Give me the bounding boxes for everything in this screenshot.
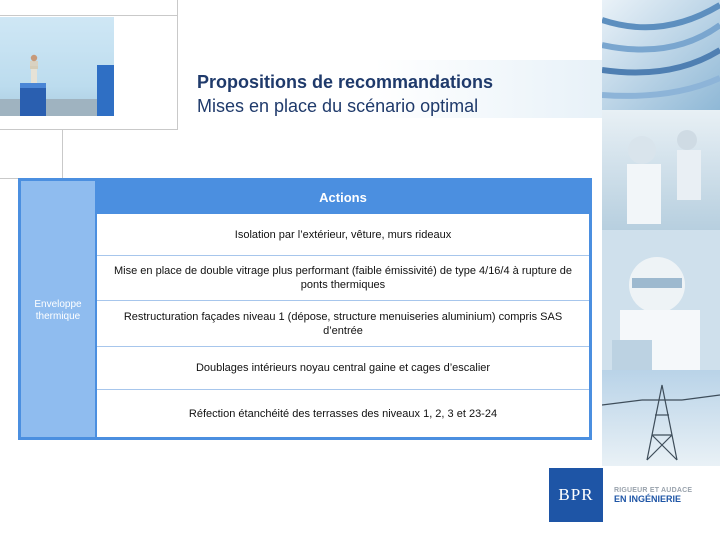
logo-tagline-top: RIGUEUR ET AUDACE <box>614 487 693 494</box>
actions-table <box>18 178 592 440</box>
row-label-cell <box>21 181 97 437</box>
frame-line-right <box>177 0 178 130</box>
row-label: Enveloppe thermique <box>34 299 82 322</box>
table-row: Isolation par l’extérieur, vêture, murs rideaux <box>97 214 589 256</box>
table-row: Réfection étanchéité des terrasses des niveaux 1, 2, 3 et 23-24 <box>188 407 498 420</box>
page-subtitle: Mises en place du scénario optimal <box>197 96 479 116</box>
bpr-logo: BPR <box>549 468 603 522</box>
frame-line-top <box>0 15 178 16</box>
table-row: Restructuration façades niveau 1 (dépose, structure menuiseries aluminium) compris SAS d’entrée <box>97 301 589 347</box>
frame-line-bottom <box>0 178 18 179</box>
page-title: Propositions de recommandations <box>197 72 494 92</box>
frame-line-mid <box>0 129 178 130</box>
logo-tagline-bottom: EN INGÉNIERIE <box>614 494 682 504</box>
man-on-cube-photo <box>0 17 114 116</box>
table-row: Doublages intérieurs noyau central gaine et cages d’escalier <box>97 347 589 390</box>
column-header: Actions <box>97 181 589 214</box>
frame-line-left <box>62 130 63 178</box>
table-row: Mise en place de double vitrage plus performant (faible émissivité) de type 4/16/4 à rupture de ponts thermiques <box>97 256 589 301</box>
photo-strip <box>602 0 720 540</box>
